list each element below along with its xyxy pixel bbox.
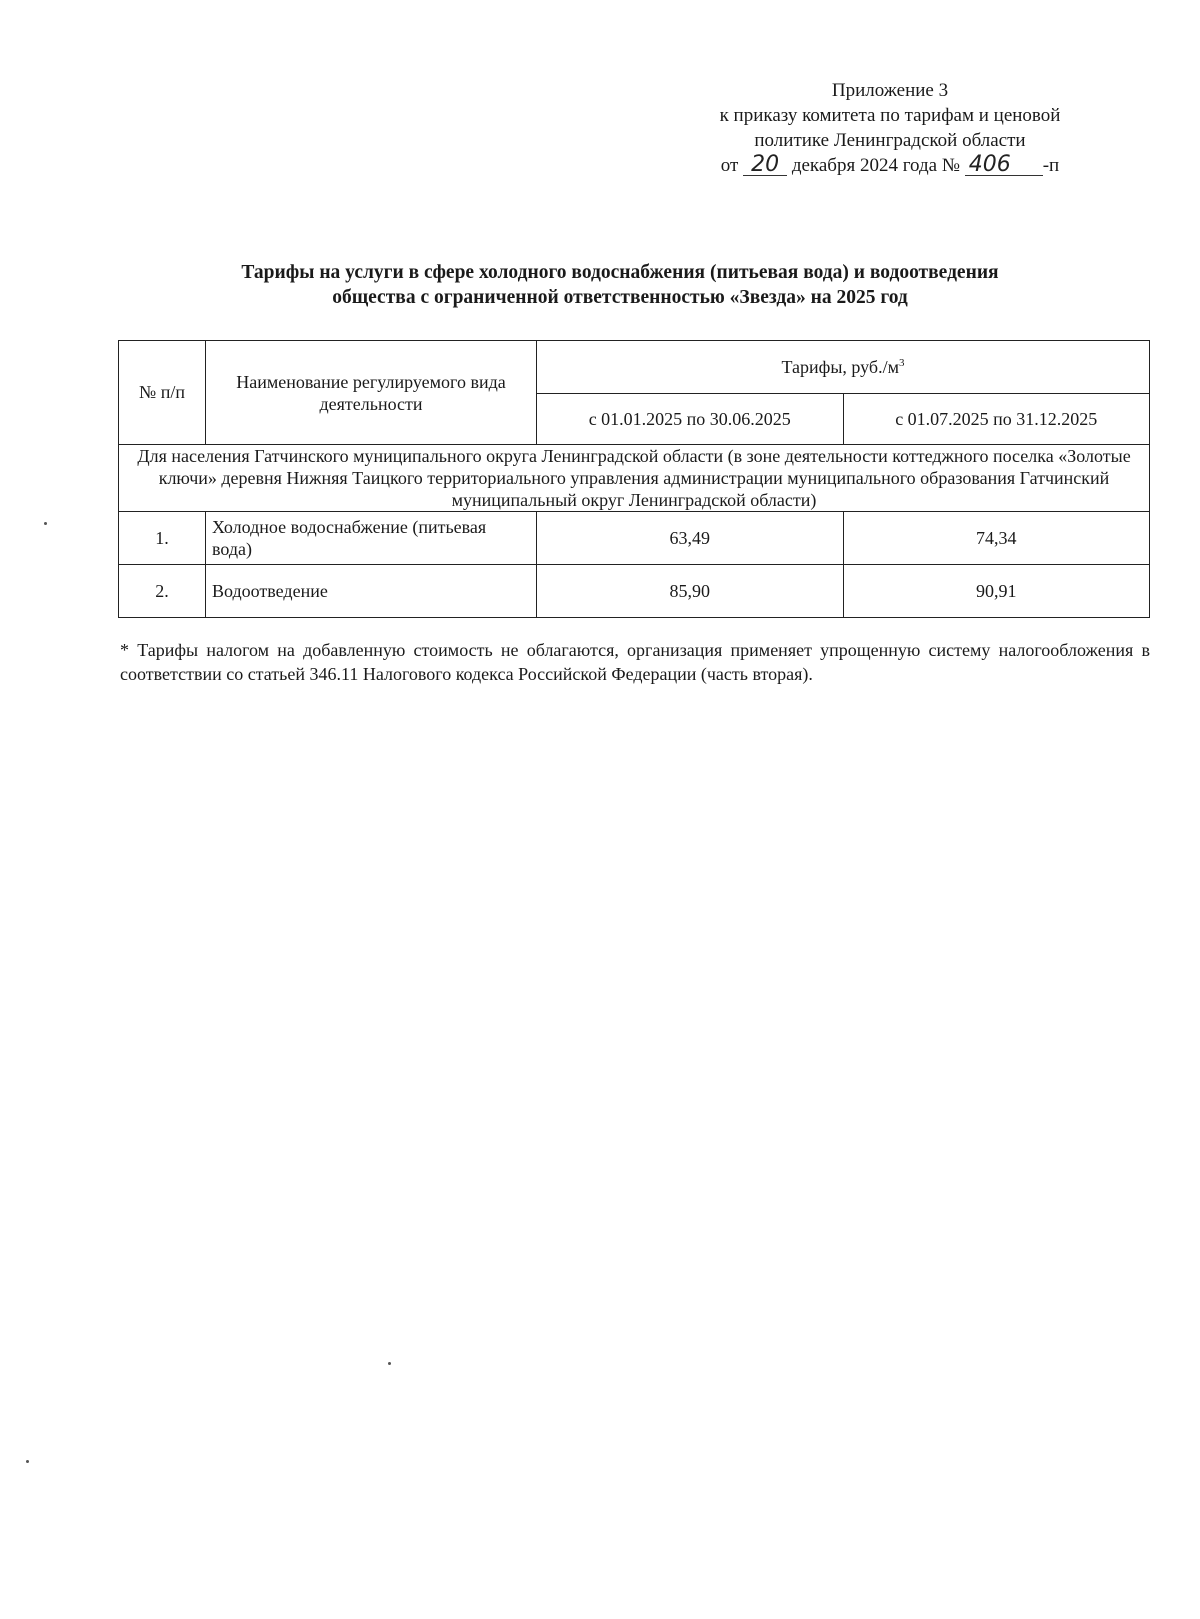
header-number: № п/п — [119, 341, 206, 445]
scan-speck — [388, 1362, 391, 1365]
header-tariffs-sup: 3 — [899, 356, 905, 369]
table-header-row — [119, 341, 1150, 394]
appendix-date-line — [640, 153, 1140, 178]
row-tariff-period-1: 63,49 — [537, 512, 844, 565]
row-tariff-period-1: 85,90 — [537, 565, 844, 618]
title-line-2: общества с ограниченной ответственностью «Звезда» на 2025 год — [332, 287, 908, 308]
row-tariff-period-2: 74,34 — [843, 512, 1150, 565]
header-period-1: с 01.01.2025 по 30.06.2025 — [537, 394, 844, 445]
date-month-year: декабря 2024 года № — [791, 155, 960, 176]
header-activity: Наименование регулируемого вида деятельности — [206, 341, 537, 445]
order-suffix: -п — [1042, 155, 1060, 176]
header-period-2: с 01.07.2025 по 31.12.2025 — [843, 394, 1150, 445]
scan-speck — [26, 1460, 29, 1463]
appendix-header — [640, 78, 1140, 178]
title-line-1: Тарифы на услуги в сфере холодного водоснабжения (питьевая вода) и водоотведения — [241, 262, 999, 283]
date-prefix: от — [720, 155, 739, 176]
footnote: * Тарифы налогом на добавленную стоимость не облагаются, организация применяет упрощенную систему налогообложения в соответствии со статьей 346.11 Налогового кодекса Российской Федерации (часть вторая). — [120, 640, 1150, 684]
group-label: Для населения Гатчинского муниципального округа Ленинградской области (в зоне деятельности коттеджного поселка «Золотые ключи» деревня Нижняя Таицкого территориального управления администрации муниципального образования Гатчинский муниципальный округ Ленинградской области) — [119, 445, 1150, 512]
row-number: 2. — [119, 565, 206, 618]
tariffs-table — [118, 340, 1150, 618]
header-tariffs-label: Тарифы, руб./м — [781, 356, 899, 377]
handwritten-day: 20 — [743, 155, 787, 176]
appendix-committee-line: политике Ленинградской области — [754, 130, 1026, 151]
handwritten-order-number: 406 — [965, 155, 1043, 176]
header-tariffs — [537, 341, 1150, 394]
document-title — [120, 260, 1120, 310]
appendix-order-line: к приказу комитета по тарифам и ценовой — [719, 105, 1061, 126]
row-activity: Водоотведение — [206, 565, 537, 618]
appendix-title: Приложение 3 — [831, 80, 949, 101]
table-row — [119, 512, 1150, 565]
row-activity: Холодное водоснабжение (питьевая вода) — [206, 512, 537, 565]
scan-speck — [44, 522, 47, 525]
table-group-row — [119, 445, 1150, 512]
row-number: 1. — [119, 512, 206, 565]
table-row — [119, 565, 1150, 618]
row-tariff-period-2: 90,91 — [843, 565, 1150, 618]
